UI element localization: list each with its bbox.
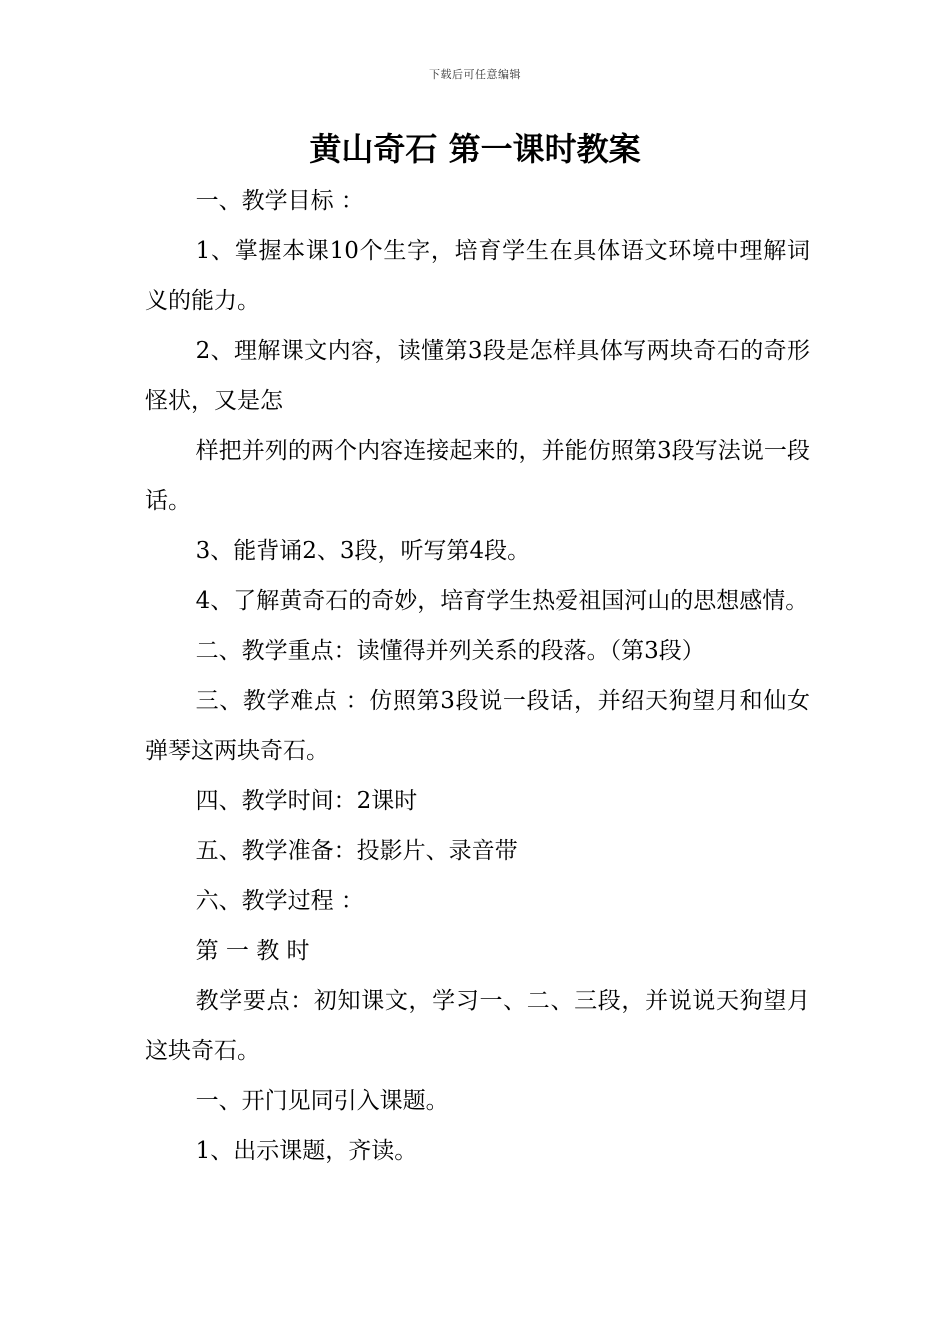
document-title: 黄山奇石 第一课时教案 — [309, 130, 641, 168]
paragraph: 样把并列的两个内容连接起来的，并能仿照第3段写法说一段话。 — [145, 438, 810, 514]
header-note: 下载后可任意编辑 — [429, 68, 521, 81]
paragraph: 第 一 教 时 — [195, 938, 310, 964]
paragraph: 二、教学重点：读懂得并列关系的段落。（第3段） — [195, 638, 705, 664]
paragraph: 教学要点：初知课文，学习一、二、三段，并说说天狗望月这块奇石。 — [145, 988, 810, 1064]
paragraph: 1、出示课题，齐读。 — [195, 1138, 418, 1164]
paragraph: 4、了解黄奇石的奇妙，培育学生热爱祖国河山的思想感情。 — [195, 588, 809, 614]
paragraph: 2、理解课文内容，读懂第3段是怎样具体写两块奇石的奇形怪状，又是怎 — [145, 338, 810, 414]
paragraph: 1、掌握本课10个生字，培育学生在具体语文环境中理解词义的能力。 — [145, 238, 810, 314]
paragraph: 3、能背诵2、3段，听写第4段。 — [195, 538, 531, 564]
paragraph: 三、教学难点 ：仿照第3段说一段话，并绍天狗望月和仙女弹琴这两块奇石。 — [145, 688, 810, 764]
paragraph: 六、教学过程 ： — [195, 888, 364, 914]
paragraph: 五、教学准备：投影片、录音带 — [195, 838, 518, 864]
paragraph: 一、开门见同引入课题。 — [195, 1088, 449, 1114]
paragraph: 一、教学目标 ： — [195, 188, 364, 214]
document-body — [145, 176, 810, 1176]
paragraph: 四、教学时间：2课时 — [195, 788, 418, 814]
